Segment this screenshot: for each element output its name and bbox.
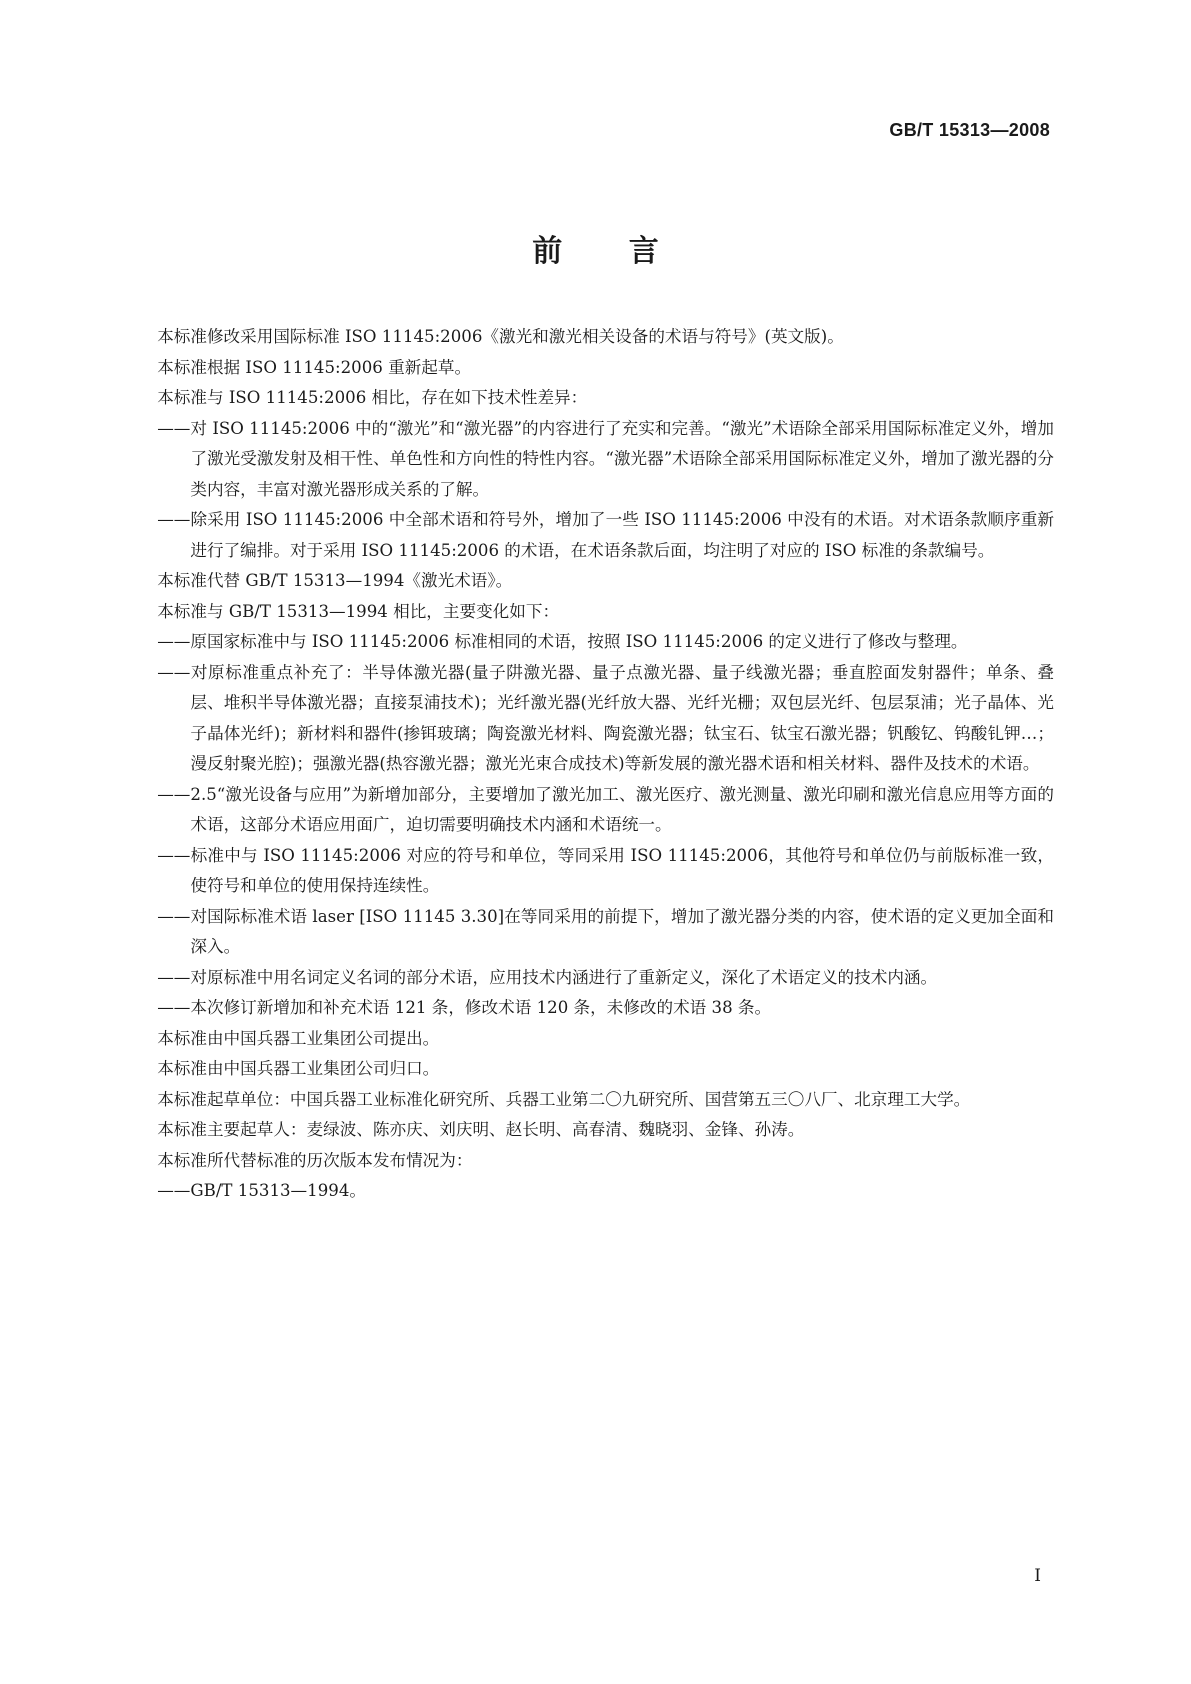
dash-list-item: ——除采用 ISO 11145:2006 中全部术语和符号外，增加了一些 ISO 11145:2006 中没有的术语。对术语条款顺序重新进行了编排。对于采用 ISO 11145:2006 的术语，在术语条款后面，均注明了对应的 ISO 标准的条款编号。 xyxy=(157,510,1054,560)
dash-list-item: ——对原标准中用名词定义名词的部分术语，应用技术内涵进行了重新定义，深化了术语定义的技术内涵。 xyxy=(157,967,938,987)
paragraph: 本标准起草单位：中国兵器工业标准化研究所、兵器工业第二〇九研究所、国营第五三〇八厂、北京理工大学。 xyxy=(157,1089,971,1109)
dash-list-item: ——对国际标准术语 laser [ISO 11145 3.30]在等同采用的前提下，增加了激光器分类的内容，使术语的定义更加全面和深入。 xyxy=(157,906,1054,956)
paragraph: 本标准所代替标准的历次版本发布情况为： xyxy=(157,1150,473,1170)
page-number: I xyxy=(1034,1566,1041,1586)
dash-list-item: ——本次修订新增加和补充术语 121 条，修改术语 120 条，未修改的术语 38 条。 xyxy=(157,998,772,1017)
document-body xyxy=(124,322,1054,1207)
standard-code: GB/T 15313—2008 xyxy=(889,120,1050,140)
dash-list-item: ——原国家标准中与 ISO 11145:2006 标准相同的术语，按照 ISO 11145:2006 的定义进行了修改与整理。 xyxy=(157,632,968,651)
paragraph: 本标准代替 GB/T 15313—1994《激光术语》。 xyxy=(157,571,513,590)
dash-list-item: ——2.5“激光设备与应用”为新增加部分，主要增加了激光加工、激光医疗、激光测量、激光印刷和激光信息应用等方面的术语，这部分术语应用面广，迫切需要明确技术内涵和术语统一。 xyxy=(157,784,1054,834)
paragraph: 本标准由中国兵器工业集团公司归口。 xyxy=(157,1059,440,1078)
paragraph: 本标准与 GB/T 15313—1994 相比，主要变化如下： xyxy=(157,601,560,621)
page-title: 前 言 xyxy=(532,234,687,269)
dash-list-item: ——对原标准重点补充了：半导体激光器(量子阱激光器、量子点激光器、量子线激光器；垂直腔面发射器件；单条、叠层、堆积半导体激光器；直接泵浦技术)；光纤激光器(光纤放大器、光纤光栅；双包层光纤、包层泵浦；光子晶体、光子晶体光纤)；新材料和器件(掺铒玻璃；陶瓷激光材料、陶瓷激光器；钛宝石、钛宝石激光器；钒酸钇、钨酸钆钾…；漫反射聚光腔)；强激光器(热容激光器；激光光束合成技术)等新发展的激光器术语和相关材料、器件及技术的术语。 xyxy=(157,662,1054,773)
paragraph: 本标准修改采用国际标准 ISO 11145:2006《激光和激光相关设备的术语与符号》(英文版)。 xyxy=(157,327,844,346)
paragraph: 本标准根据 ISO 11145:2006 重新起草。 xyxy=(157,357,472,377)
paragraph: 本标准由中国兵器工业集团公司提出。 xyxy=(157,1028,440,1048)
dash-list-item: ——GB/T 15313—1994。 xyxy=(157,1181,366,1200)
dash-list-item: ——对 ISO 11145:2006 中的“激光”和“激光器”的内容进行了充实和完善。“激光”术语除全部采用国际标准定义外，增加了激光受激发射及相干性、单色性和方向性的特性内容。“激光器”术语除全部采用国际标准定义外，增加了激光器的分类内容，丰富对激光器形成关系的了解。 xyxy=(157,418,1054,499)
dash-list-item: ——标准中与 ISO 11145:2006 对应的符号和单位，等同采用 ISO 11145:2006，其他符号和单位仍与前版标准一致，使符号和单位的使用保持连续性。 xyxy=(157,845,1054,895)
paragraph: 本标准与 ISO 11145:2006 相比，存在如下技术性差异： xyxy=(157,388,588,407)
paragraph: 本标准主要起草人：麦绿波、陈亦庆、刘庆明、赵长明、高春清、魏晓羽、金锋、孙涛。 xyxy=(157,1120,805,1139)
